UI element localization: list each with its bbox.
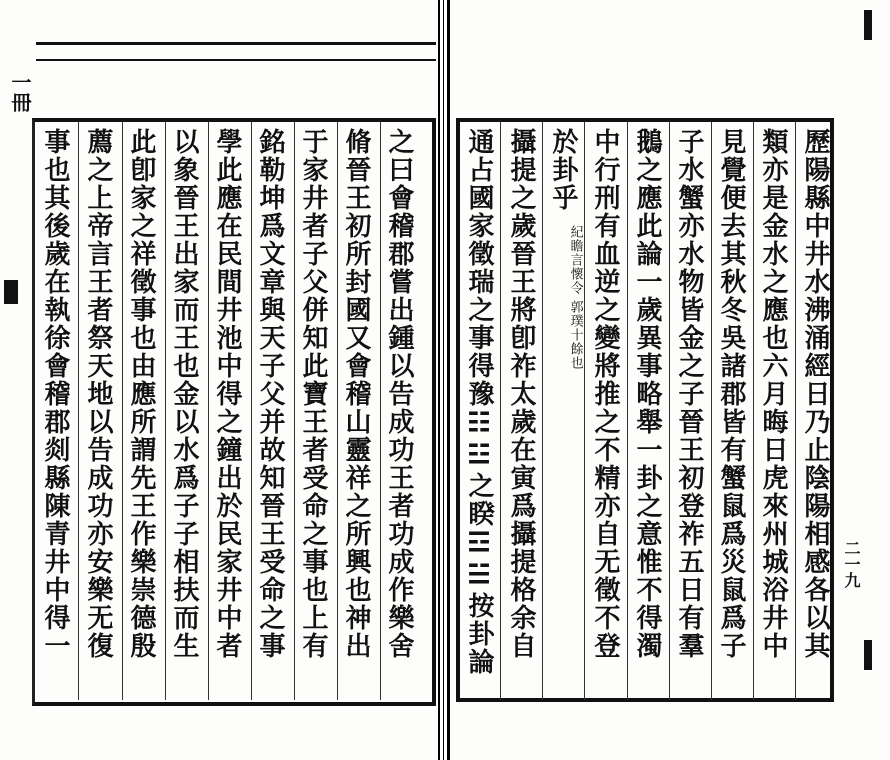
- text-column: 脩晉王初所封國又會稽山靈祥之所興也神出: [341, 128, 371, 660]
- text-column: 類亦是金水之應也六月晦日虎來州城浴井中: [758, 128, 788, 660]
- text-column: 見覺便去其秋冬吳諸郡皆有蟹鼠爲災鼠爲子: [716, 128, 746, 660]
- column-rule: [208, 122, 209, 700]
- column-rule: [711, 122, 712, 700]
- book-gutter: [438, 0, 450, 760]
- column-rule: [795, 122, 796, 700]
- column-rule: [627, 122, 628, 700]
- text-column: 之曰會稽郡嘗出鍾以告成功王者功成作樂舍: [384, 128, 414, 660]
- column-rule: [78, 122, 79, 700]
- column-rule: [500, 122, 501, 700]
- column-rule: [753, 122, 754, 700]
- edge-mark: [864, 640, 872, 670]
- column-rule: [542, 122, 543, 700]
- left-header-band: [36, 42, 436, 61]
- text-column: 銘勒坤爲文章與天子父并故知晉王受命之事: [255, 128, 285, 660]
- left-margin-mark: 一冊: [8, 72, 32, 112]
- text-column: 薦之上帝言王者祭天地以告成功亦安樂无復: [83, 128, 113, 660]
- text-column: 事也其後歲在執徐會稽郡剡縣陳青井中得一: [40, 128, 70, 660]
- text-column: 子水蟹亦水物皆金之子晉王初登祚五日有羣: [674, 128, 704, 660]
- column-rule: [165, 122, 166, 700]
- column-rule: [380, 122, 381, 700]
- text-column: 此卽家之祥徵事也由應所謂先王作樂崇德殷: [126, 128, 156, 660]
- column-rule: [337, 122, 338, 700]
- column-rule: [294, 122, 295, 700]
- column-rule: [122, 122, 123, 700]
- text-column: 學此應在民間井池中得之鐘出於民家井中者: [212, 128, 242, 660]
- text-column: 鵝之應此論一歲異事略舉一卦之意惟不得濁: [632, 128, 662, 660]
- text-column: 攝提之歲晉王將卽祚太歲在寅爲攝提格余自: [506, 128, 536, 660]
- edge-mark: [4, 280, 18, 304]
- text-column: 於卦乎: [548, 128, 578, 212]
- column-rule: [251, 122, 252, 700]
- edge-mark: [864, 10, 872, 40]
- annotation-note: 紀瞻言懷令 郭璞十餘也: [567, 225, 583, 371]
- text-column: 以象晉王出家而王也金以水爲子子相扶而生: [169, 128, 199, 660]
- text-column: 于家井者子父併知此寶王者受命之事也上有: [298, 128, 328, 660]
- column-rule: [584, 122, 585, 700]
- text-column: 歷陽縣中井水沸涌經日乃止陰陽相感各以其: [800, 128, 830, 660]
- right-margin-page-number: 二一九: [842, 540, 861, 588]
- text-column: 中行刑有血逆之變將推之不精亦自无徵不登: [590, 128, 620, 660]
- column-rule: [669, 122, 670, 700]
- text-column: 通占國家徵瑞之事得豫☷☳之睽☲☱按卦論: [464, 128, 494, 676]
